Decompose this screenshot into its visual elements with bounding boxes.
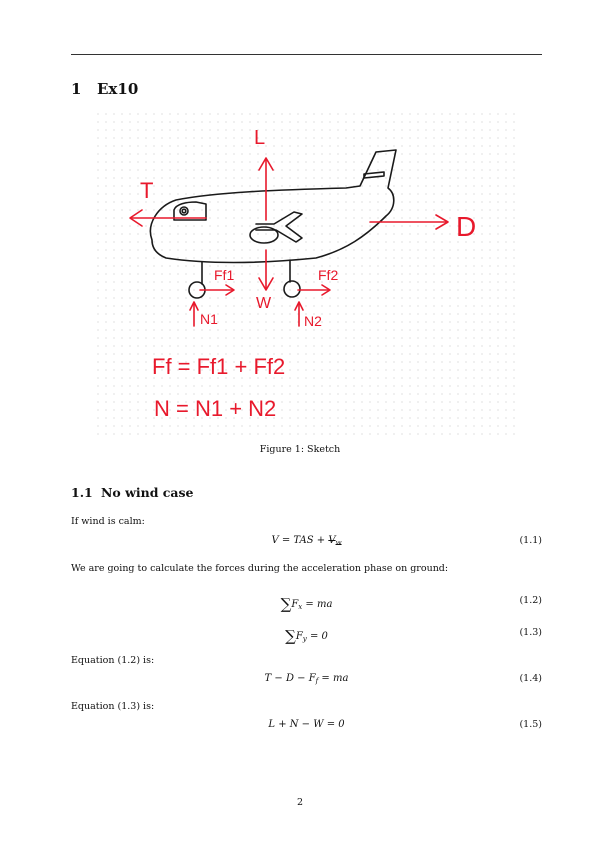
eq3-rhs: = 0 (306, 631, 328, 642)
subsection-number: 1.1 (71, 485, 93, 500)
normal2-label: N2 (304, 313, 322, 329)
eq2-number: (1.2) (519, 595, 542, 606)
equation-1-4 (71, 673, 542, 691)
dot-grid (96, 112, 516, 440)
equation-1-1 (71, 535, 542, 553)
subsection-heading (71, 485, 194, 500)
eq4-rhs: = ma (318, 673, 349, 684)
drag-label: D (456, 211, 477, 242)
eq2-sum: ∑ (280, 595, 292, 613)
friction2-label: Ff2 (318, 267, 339, 283)
eq3-var: F (295, 631, 303, 642)
weight-label: W (256, 295, 272, 312)
eq5-body: L + N − W = 0 (268, 719, 345, 730)
paragraph-eq13: Equation (1.3) is: (71, 701, 155, 712)
eq2-var: F (291, 599, 299, 610)
normal-sum-formula: N = N1 + N2 (154, 396, 277, 421)
eq1-lhs: V = TAS + (271, 535, 329, 546)
section-number: 1 (71, 80, 82, 98)
paragraph-calm: If wind is calm: (71, 516, 145, 527)
equation-1-5 (71, 719, 542, 737)
section-heading (71, 80, 138, 98)
equation-1-3 (71, 627, 542, 645)
friction1-label: Ff1 (214, 267, 235, 283)
sketch-figure (96, 112, 516, 440)
eq3-var-sub: y (302, 635, 307, 643)
paragraph-eq12: Equation (1.2) is: (71, 655, 155, 666)
friction-sum-formula: Ff = Ff1 + Ff2 (152, 354, 286, 379)
eq1-struck-sub: w (335, 539, 342, 547)
paragraph-forces: We are going to calculate the forces during the acceleration phase on ground: (71, 563, 449, 574)
thrust-label: T (140, 178, 154, 203)
eq4-lhs: T − D − F (264, 673, 316, 684)
equation-1-2 (71, 595, 542, 613)
eq2-var-sub: x (298, 603, 303, 611)
subsection-title: No wind case (101, 485, 194, 500)
normal1-label: N1 (200, 311, 218, 327)
eq4-sub: f (315, 677, 319, 685)
eq3-sum: ∑ (285, 627, 296, 645)
eq5-number: (1.5) (519, 719, 542, 730)
lift-label: L (254, 127, 266, 149)
figure-caption: Figure 1: Sketch (259, 444, 341, 455)
eq2-rhs: = ma (302, 599, 333, 610)
eq1-number: (1.1) (519, 535, 542, 546)
eq3-number: (1.3) (519, 627, 542, 638)
eq1-struck: V (328, 535, 336, 546)
eq4-number: (1.4) (519, 673, 542, 684)
header-rule (71, 54, 542, 55)
section-title: Ex10 (97, 80, 139, 98)
page-number: 2 (296, 797, 304, 808)
